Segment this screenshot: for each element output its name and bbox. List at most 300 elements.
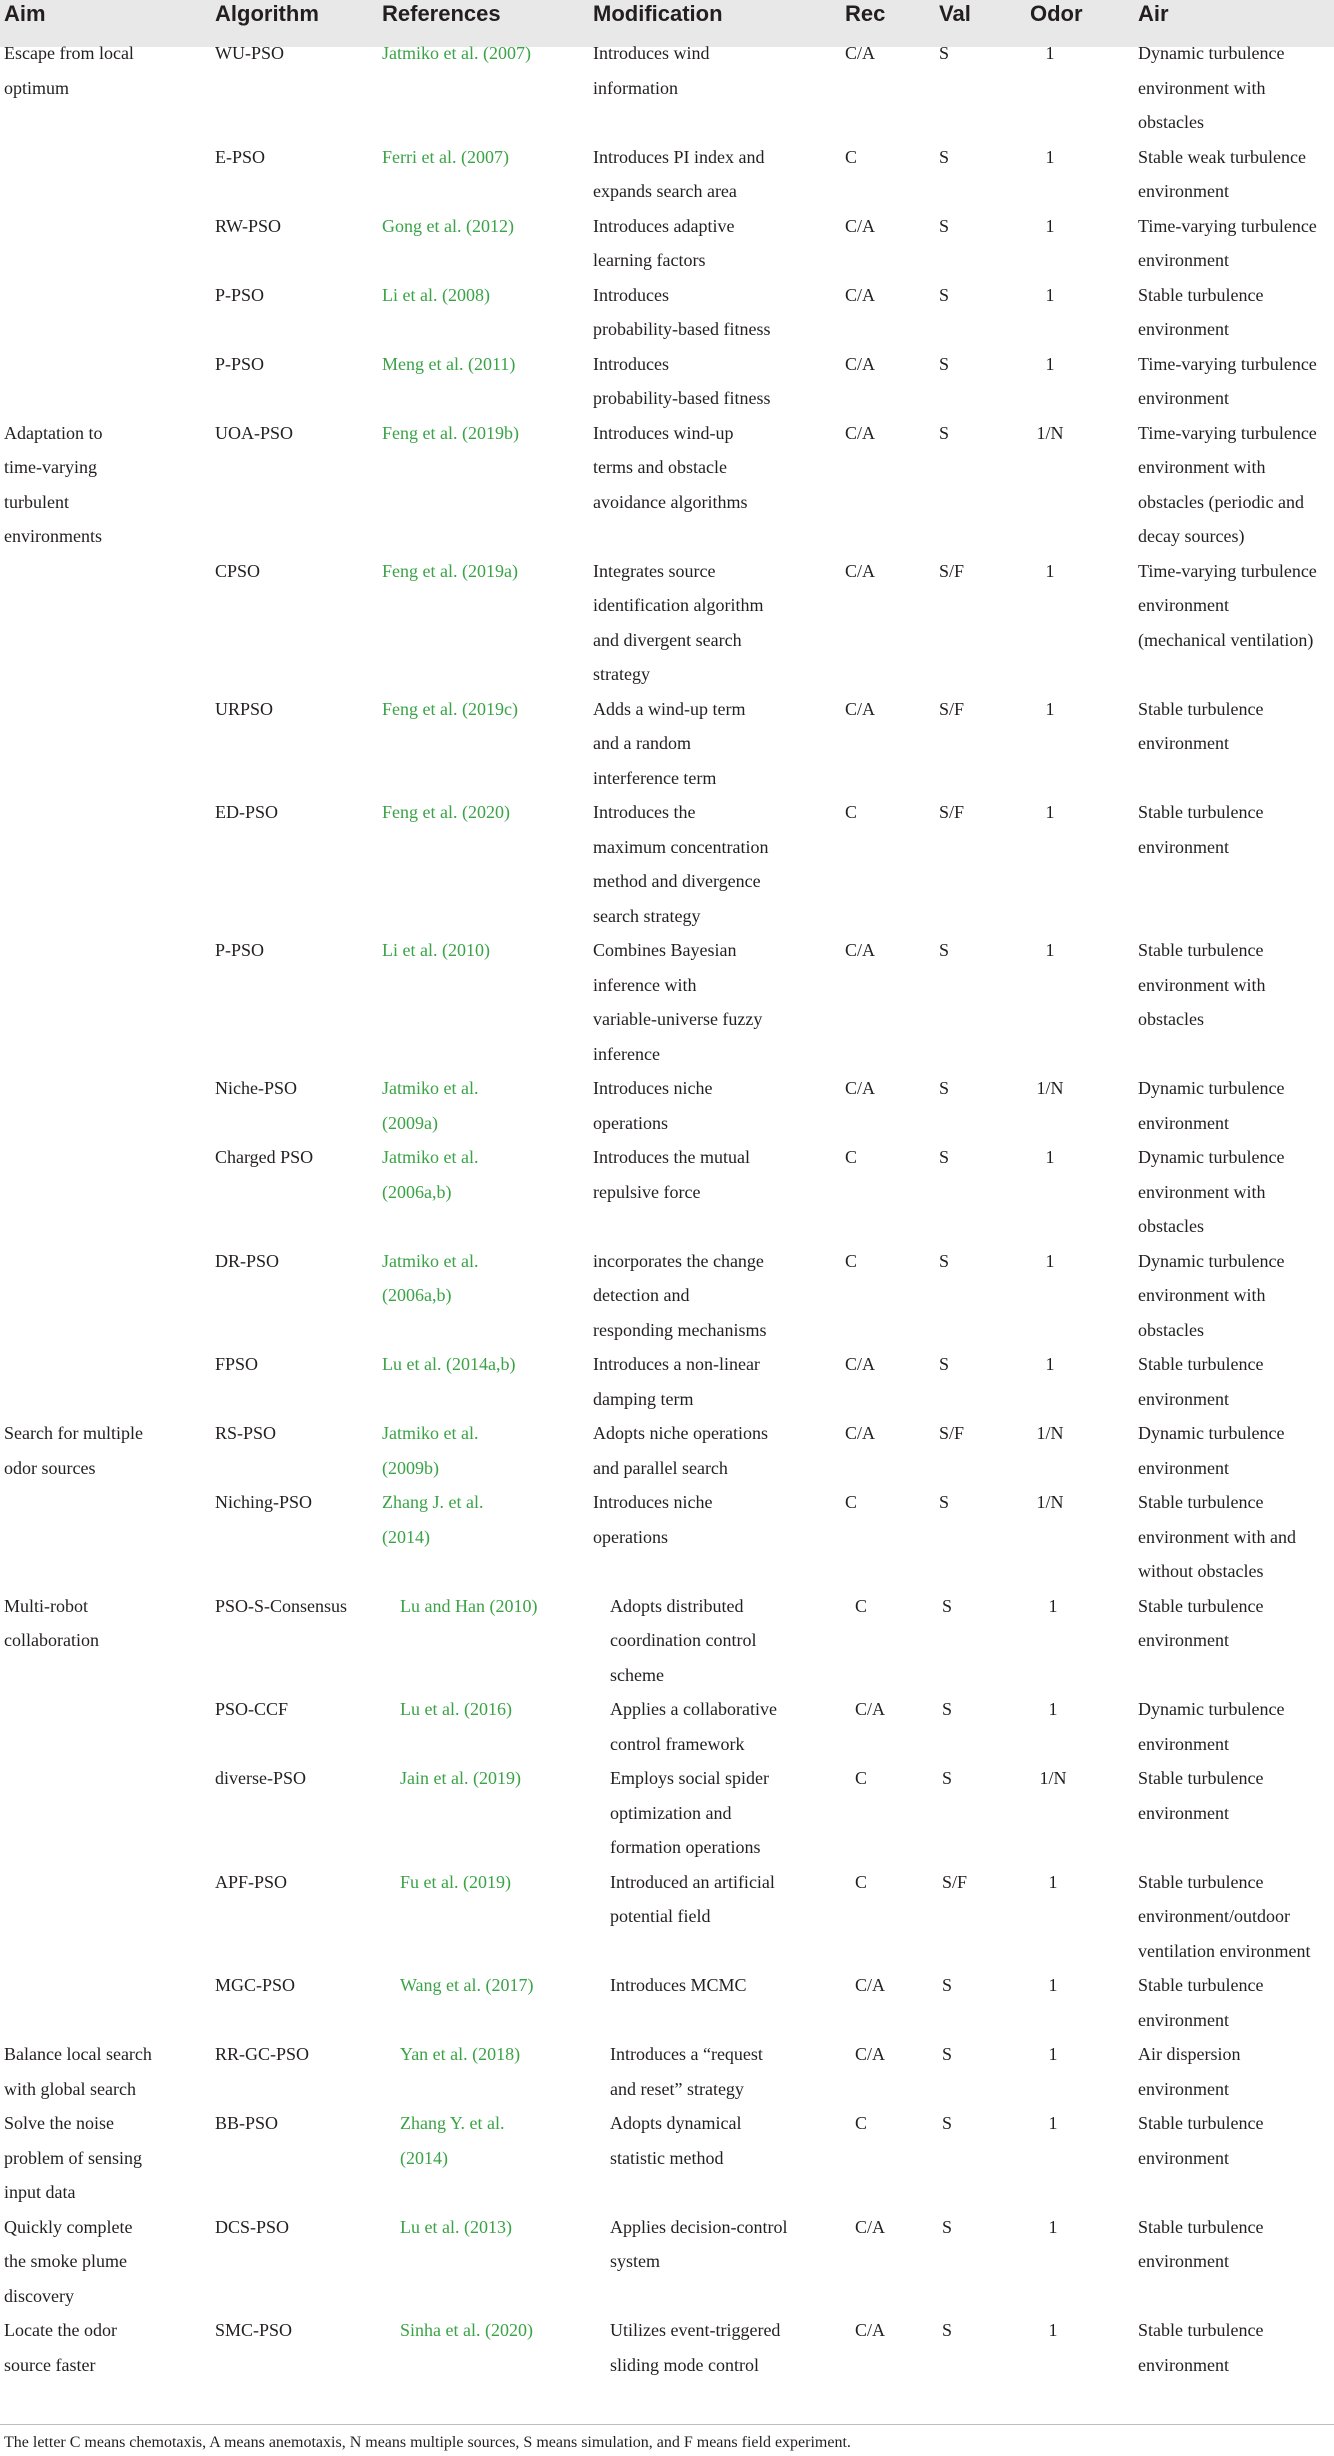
cell-line: search strategy <box>593 905 701 926</box>
header-air: Air <box>1138 1 1169 26</box>
cell-line: time-varying <box>4 457 97 477</box>
reference-cell <box>382 554 518 589</box>
reference-year-link[interactable]: ) <box>514 2044 521 2064</box>
cell-line: Time-varying turbulence <box>1138 560 1317 581</box>
cell-line: obstacles <box>1138 1009 1204 1029</box>
reference-year-link[interactable]: Jatmiko et al. <box>382 1147 479 1167</box>
val-cell: S <box>942 2113 953 2133</box>
algorithm-cell: RR-GC-PSO <box>215 2044 310 2064</box>
cell-line: sliding mode control <box>610 2354 759 2375</box>
modification-cell <box>610 1865 775 1934</box>
cell-line: statistic method <box>610 2147 724 2168</box>
algorithm-cell: E-PSO <box>215 146 266 167</box>
reference-cell <box>400 1692 512 1727</box>
cell-line: obstacles <box>1138 1216 1204 1236</box>
odor-cell: 1/N <box>1039 1768 1067 1788</box>
reference-year-link[interactable]: ( <box>382 1181 388 1202</box>
modification-cell <box>593 1347 760 1416</box>
rec-cell: C <box>845 802 858 822</box>
cell-line: inference with <box>593 974 697 995</box>
modification-cell <box>593 347 770 416</box>
algorithm-cell: P-PSO <box>215 284 265 305</box>
cell-line: environment with and <box>1138 1526 1296 1547</box>
algorithm-cell: FPSO <box>215 1354 259 1374</box>
reference-year-link[interactable]: 2013 <box>469 2216 506 2237</box>
reference-year-link[interactable]: 2018 <box>478 2044 515 2064</box>
cell-line: operations <box>593 1112 668 1133</box>
cell-line: environment <box>1138 836 1229 857</box>
reference-year-link[interactable]: 2019c <box>467 698 512 719</box>
reference-year-link[interactable]: Jatmiko et al. <box>382 1078 479 1098</box>
odor-cell: 1 <box>1045 284 1055 305</box>
reference-year-link[interactable]: 2019b <box>467 422 513 443</box>
reference-year-link[interactable]: 2010 <box>447 940 484 960</box>
reference-year-link[interactable]: , <box>495 1354 501 1374</box>
reference-year-link[interactable]: 2006a <box>388 1285 432 1305</box>
cell-line: terms and obstacle <box>593 457 727 477</box>
reference-year-link[interactable]: Li et al. ( <box>382 284 448 305</box>
reference-year-link[interactable]: Lu et al. ( <box>400 2216 470 2237</box>
cell-line: optimization and <box>610 1802 732 1823</box>
cell-line: environment <box>1138 733 1229 753</box>
cell-line: detection and <box>593 1285 690 1305</box>
reference-year-link[interactable]: Feng et al. ( <box>382 802 468 822</box>
cell-line: environment <box>1138 250 1229 270</box>
reference-year-link[interactable]: ) <box>445 1181 452 1202</box>
modification-cell <box>593 416 747 520</box>
reference-cell <box>382 140 509 175</box>
reference-year-link[interactable]: Jain et al. ( <box>400 1768 479 1788</box>
cell-line: formation operations <box>610 1837 761 1857</box>
air-cell <box>1138 1589 1263 1658</box>
reference-year-link[interactable]: ) <box>505 1871 511 1892</box>
modification-cell <box>593 1416 768 1485</box>
reference-year-link[interactable]: 2010 <box>495 1595 532 1616</box>
reference-cell <box>382 692 518 727</box>
cell-line: environment <box>1138 1388 1229 1409</box>
rec-cell: C/A <box>845 1078 876 1098</box>
algorithm-cell: DR-PSO <box>215 1250 280 1271</box>
cell-line: environment <box>1138 1112 1229 1133</box>
rec-cell: C/A <box>845 215 876 236</box>
modification-cell <box>593 209 734 278</box>
val-cell: S <box>939 1250 950 1271</box>
aim-cell <box>4 1416 143 1485</box>
reference-year-link[interactable]: 2020 <box>490 2320 527 2340</box>
reference-year-link[interactable]: 2008 <box>447 284 484 305</box>
cell-line: and divergent search <box>593 629 742 650</box>
algorithm-cell: ED-PSO <box>215 802 279 822</box>
cell-line: with global search <box>4 2078 136 2099</box>
cell-line: Stable turbulence <box>1138 2216 1264 2237</box>
reference-year-link[interactable]: Li et al. ( <box>382 940 448 960</box>
reference-year-link[interactable]: ) <box>433 1457 439 1478</box>
modification-cell <box>610 2106 741 2175</box>
cell-line: Dynamic turbulence <box>1138 1078 1285 1098</box>
header-aim: Aim <box>4 1 46 26</box>
air-cell <box>1138 2037 1241 2106</box>
modification-cell <box>610 1589 756 1693</box>
aim-cell <box>4 2106 142 2210</box>
cell-line: scheme <box>610 1664 664 1685</box>
reference-year-link[interactable]: 2014 <box>406 2147 442 2168</box>
cell-line: obstacles (periodic and <box>1138 491 1304 512</box>
reference-year-link[interactable]: ) <box>512 422 519 443</box>
reference-cell <box>400 1589 537 1624</box>
air-cell <box>1138 1968 1263 2037</box>
reference-year-link[interactable]: ) <box>503 802 510 822</box>
header-algorithm: Algorithm <box>215 1 319 26</box>
odor-cell: 1 <box>1045 560 1055 581</box>
rec-cell: C/A <box>845 940 876 960</box>
air-cell <box>1138 1416 1284 1485</box>
reference-cell <box>382 278 490 313</box>
modification-cell <box>593 1071 712 1140</box>
reference-year-link[interactable]: Wang et al. ( <box>400 1975 492 1995</box>
val-cell: S <box>939 146 950 167</box>
modification-cell <box>610 1761 769 1865</box>
reference-year-link[interactable]: ) <box>505 2216 512 2237</box>
reference-year-link[interactable]: Meng et al. ( <box>382 353 474 374</box>
cell-line: Quickly complete <box>4 2216 133 2237</box>
reference-year-link[interactable]: ) <box>526 2320 533 2340</box>
reference-year-link[interactable]: 2009a <box>388 1112 432 1133</box>
rec-cell: C/A <box>845 1423 876 1443</box>
reference-year-link[interactable]: Ferri et al. ( <box>382 146 467 167</box>
cell-line: Introduces niche <box>593 1078 713 1098</box>
cell-line: method and divergence <box>593 871 761 891</box>
algorithm-cell: PSO-CCF <box>215 1699 289 1719</box>
odor-cell: 1 <box>1048 1975 1058 1995</box>
rec-cell: C <box>855 2113 868 2133</box>
aim-cell <box>4 36 134 105</box>
odor-cell: 1 <box>1048 2320 1058 2340</box>
reference-year-link[interactable]: ( <box>382 1285 388 1305</box>
cell-line: environment with <box>1138 77 1266 98</box>
reference-year-link[interactable]: ) <box>483 940 490 960</box>
cell-line: Stable turbulence <box>1138 1768 1264 1788</box>
cell-line: environment <box>1138 2078 1229 2099</box>
reference-year-link[interactable]: 2016 <box>469 1699 506 1719</box>
header-references: References <box>382 1 501 26</box>
reference-year-link[interactable]: ( <box>382 1457 388 1478</box>
reference-year-link[interactable]: 2014 <box>388 1526 424 1547</box>
cell-line: Solve the noise <box>4 2113 114 2133</box>
cell-line: environment with <box>1138 1285 1266 1305</box>
val-cell: S <box>939 940 950 960</box>
table-footnote: The letter C means chemotaxis, A means anemotaxis, N means multiple sources, S means simulation, and F means field experiment. <box>4 2434 851 2451</box>
modification-cell <box>593 554 763 692</box>
cell-line: environment <box>1138 2009 1229 2030</box>
reference-cell <box>382 209 514 244</box>
modification-cell <box>593 1485 712 1554</box>
reference-year-link[interactable]: 2009b <box>388 1457 433 1478</box>
cell-line: strategy <box>593 664 650 684</box>
cell-line: environment <box>1138 181 1229 201</box>
cell-line: Introduces <box>593 353 669 374</box>
cell-line: turbulent <box>4 491 69 512</box>
reference-year-link[interactable]: Jatmiko et al. ( <box>382 43 489 63</box>
air-cell <box>1138 347 1317 416</box>
reference-year-link[interactable]: b <box>500 1354 510 1374</box>
cell-line: without obstacles <box>1138 1561 1264 1581</box>
reference-year-link[interactable]: ) <box>524 43 531 63</box>
cell-line: Introduces a “request <box>610 2044 763 2064</box>
air-cell <box>1138 416 1317 554</box>
odor-cell: 1 <box>1045 43 1055 63</box>
reference-cell <box>382 1416 478 1485</box>
cell-line: environment <box>1138 2251 1229 2271</box>
modification-cell <box>593 140 764 209</box>
val-cell: S <box>939 1078 950 1098</box>
reference-year-link[interactable]: Jatmiko et al. <box>382 1423 479 1443</box>
reference-year-link[interactable]: 2006a <box>388 1181 432 1202</box>
reference-year-link[interactable]: 2017 <box>491 1975 528 1995</box>
reference-year-link[interactable]: ( <box>382 1526 388 1547</box>
cell-line: system <box>610 2251 661 2271</box>
reference-year-link[interactable]: ) <box>531 1595 538 1616</box>
val-cell: S/F <box>939 802 965 822</box>
val-cell: S <box>939 284 950 305</box>
rec-cell: C <box>845 1250 858 1271</box>
reference-year-link[interactable]: , <box>432 1181 437 1202</box>
reference-year-link[interactable]: Gong et al. ( <box>382 215 472 236</box>
val-cell: S <box>939 1354 950 1374</box>
air-cell <box>1138 692 1263 761</box>
reference-year-link[interactable]: ( <box>400 2147 406 2168</box>
reference-cell <box>382 36 531 71</box>
cell-line: optimum <box>4 77 70 98</box>
val-cell: S <box>939 1492 950 1512</box>
cell-line: environment with <box>1138 974 1266 995</box>
val-cell: S <box>939 353 950 374</box>
reference-year-link[interactable]: 2014a <box>451 1354 496 1374</box>
odor-cell: 1/N <box>1036 1078 1064 1098</box>
cell-line: Dynamic turbulence <box>1138 1699 1285 1719</box>
cell-line: environment/outdoor <box>1138 1906 1290 1926</box>
reference-year-link[interactable]: ) <box>424 1526 430 1547</box>
reference-cell <box>400 2210 512 2245</box>
reference-year-link[interactable]: 2007 <box>488 43 525 63</box>
cell-line: odor sources <box>4 1457 96 1478</box>
cell-line: Adds a wind-up term <box>593 698 746 719</box>
odor-cell: 1 <box>1048 1699 1058 1719</box>
rec-cell: C/A <box>845 560 876 581</box>
rec-cell: C/A <box>855 2320 886 2340</box>
odor-cell: 1 <box>1045 1250 1055 1271</box>
reference-year-link[interactable]: ) <box>509 353 516 374</box>
cell-line: Adopts distributed <box>610 1595 744 1616</box>
reference-year-link[interactable]: ) <box>509 1354 516 1374</box>
algorithm-cell: DCS-PSO <box>215 2216 290 2237</box>
odor-cell: 1 <box>1045 146 1055 167</box>
reference-cell <box>382 1140 478 1209</box>
algorithm-cell: P-PSO <box>215 940 265 960</box>
cell-line: Stable turbulence <box>1138 1975 1264 1995</box>
cell-line: avoidance algorithms <box>593 491 748 512</box>
cell-line: Combines Bayesian <box>593 940 737 960</box>
header-rec: Rec <box>845 1 886 26</box>
reference-year-link[interactable]: ) <box>502 146 509 167</box>
odor-cell: 1 <box>1048 1595 1058 1616</box>
reference-year-link[interactable]: Feng et al. ( <box>382 422 468 443</box>
odor-cell: 1 <box>1048 2113 1058 2133</box>
air-cell <box>1138 1761 1263 1830</box>
odor-cell: 1/N <box>1036 422 1064 443</box>
cell-line: Adopts niche operations <box>593 1423 768 1443</box>
reference-year-link[interactable]: ) <box>527 1975 534 1995</box>
reference-year-link[interactable]: ) <box>432 1112 438 1133</box>
cell-line: and a random <box>593 733 691 753</box>
reference-year-link[interactable]: b <box>436 1285 446 1305</box>
modification-cell <box>593 795 768 933</box>
cell-line: Introduces wind-up <box>593 422 734 443</box>
reference-year-link[interactable]: Lu et al. ( <box>400 1699 470 1719</box>
cell-line: and reset” strategy <box>610 2078 744 2099</box>
reference-year-link[interactable]: ) <box>483 284 490 305</box>
reference-year-link[interactable]: Jatmiko et al. <box>382 1250 479 1271</box>
header-modification: Modification <box>593 1 723 26</box>
cell-line: Stable turbulence <box>1138 2320 1264 2340</box>
val-cell: S <box>939 1147 950 1167</box>
reference-year-link[interactable]: 2011 <box>473 353 510 374</box>
reference-year-link[interactable]: 2012 <box>471 215 508 236</box>
aim-cell <box>4 416 102 554</box>
algorithm-cell: CPSO <box>215 560 261 581</box>
reference-year-link[interactable]: ) <box>505 1699 512 1719</box>
header-val: Val <box>939 1 971 26</box>
val-cell: S <box>942 1595 953 1616</box>
odor-cell: 1 <box>1048 2044 1058 2064</box>
cell-line: Introduces PI index and <box>593 146 765 167</box>
reference-year-link[interactable]: , <box>432 1285 437 1305</box>
modification-cell <box>593 933 762 1071</box>
air-cell <box>1138 795 1263 864</box>
reference-year-link[interactable]: ) <box>511 698 518 719</box>
cell-line: repulsive force <box>593 1181 701 1202</box>
cell-line: Dynamic turbulence <box>1138 1250 1285 1271</box>
reference-cell <box>382 1071 478 1140</box>
cell-line: Introduces niche <box>593 1492 713 1512</box>
modification-cell <box>610 1692 777 1761</box>
val-cell: S <box>939 422 950 443</box>
cell-line: Integrates source <box>593 560 716 581</box>
reference-year-link[interactable]: Feng et al. ( <box>382 560 468 581</box>
reference-cell <box>382 416 519 451</box>
reference-year-link[interactable]: ) <box>511 560 518 581</box>
rec-cell: C <box>845 1147 858 1167</box>
air-cell <box>1138 209 1317 278</box>
reference-year-link[interactable]: 2019 <box>478 1768 515 1788</box>
reference-year-link[interactable]: 2020 <box>467 802 504 822</box>
cell-line: learning factors <box>593 250 706 270</box>
cell-line: probability-based fitness <box>593 388 771 408</box>
cell-line: environment <box>1138 2354 1229 2375</box>
reference-cell <box>400 1865 511 1900</box>
cell-line: and parallel search <box>593 1457 728 1478</box>
reference-year-link[interactable]: ) <box>514 1768 521 1788</box>
reference-year-link[interactable]: Zhang Y. et al. <box>400 2113 505 2133</box>
algorithm-cell: Niche-PSO <box>215 1078 297 1098</box>
algorithm-cell: APF-PSO <box>215 1871 288 1892</box>
reference-year-link[interactable]: ) <box>507 215 514 236</box>
air-cell <box>1138 933 1265 1037</box>
cell-line: Introduces the <box>593 802 696 822</box>
reference-year-link[interactable]: b <box>436 1181 446 1202</box>
algorithm-cell: RS-PSO <box>215 1423 277 1443</box>
cell-line: Introduces adaptive <box>593 215 735 236</box>
cell-line: Introduces the mutual <box>593 1147 750 1167</box>
reference-cell <box>400 2037 520 2072</box>
cell-line: (mechanical ventilation) <box>1138 629 1314 650</box>
cell-line: Time-varying turbulence <box>1138 422 1317 443</box>
air-cell <box>1138 140 1306 209</box>
cell-line: potential field <box>610 1906 711 1926</box>
reference-year-link[interactable]: ) <box>445 1285 452 1305</box>
odor-cell: 1 <box>1048 1871 1058 1892</box>
reference-year-link[interactable]: 2007 <box>466 146 503 167</box>
reference-year-link[interactable]: Feng et al. ( <box>382 698 468 719</box>
air-cell <box>1138 1347 1263 1416</box>
cell-line: interference term <box>593 767 717 788</box>
cell-line: Stable weak turbulence <box>1138 146 1306 167</box>
reference-year-link[interactable]: ( <box>382 1112 388 1133</box>
cell-line: environment with <box>1138 457 1266 477</box>
cell-line: information <box>593 77 678 98</box>
reference-year-link[interactable]: ) <box>442 2147 448 2168</box>
reference-year-link[interactable]: Sinha et al. ( <box>400 2320 491 2340</box>
cell-line: environment <box>1138 2147 1229 2168</box>
modification-cell <box>610 1968 747 2003</box>
rec-cell: C/A <box>855 1975 886 1995</box>
reference-year-link[interactable]: Lu and Han ( <box>400 1595 496 1616</box>
aim-cell <box>4 2037 152 2106</box>
cell-line: problem of sensing <box>4 2147 142 2168</box>
rec-cell: C/A <box>855 2044 886 2064</box>
reference-year-link[interactable]: 2019 <box>469 1871 505 1892</box>
cell-line: obstacles <box>1138 1319 1204 1340</box>
rec-cell: C/A <box>845 422 876 443</box>
cell-line: coordination control <box>610 1630 757 1650</box>
cell-line: responding mechanisms <box>593 1319 767 1340</box>
odor-cell: 1 <box>1048 2216 1058 2237</box>
algorithm-cell: diverse-PSO <box>215 1768 306 1788</box>
val-cell: S/F <box>939 560 965 581</box>
reference-year-link[interactable]: Zhang J. et al. <box>382 1492 484 1512</box>
cell-line: Dynamic turbulence <box>1138 1147 1285 1167</box>
cell-line: the smoke plume <box>4 2251 127 2271</box>
cell-line: Escape from local <box>4 43 134 63</box>
reference-year-link[interactable]: Yan et al. ( <box>400 2044 479 2064</box>
cell-line: Search for multiple <box>4 1423 143 1443</box>
rec-cell: C/A <box>855 2216 886 2237</box>
val-cell: S <box>939 43 950 63</box>
cell-line: environment with <box>1138 1181 1266 1202</box>
val-cell: S <box>939 215 950 236</box>
reference-cell <box>382 795 510 830</box>
algorithm-cell: Niching-PSO <box>215 1492 313 1512</box>
rec-cell: C/A <box>845 1354 876 1374</box>
reference-year-link[interactable]: 2019a <box>467 560 512 581</box>
cell-line: maximum concentration <box>593 836 769 857</box>
reference-year-link[interactable]: Lu et al. ( <box>382 1354 452 1374</box>
cell-line: Locate the odor <box>4 2320 117 2340</box>
modification-cell <box>593 278 770 347</box>
cell-line: Time-varying turbulence <box>1138 353 1317 374</box>
cell-line: environment <box>1138 319 1229 339</box>
val-cell: S <box>942 1768 953 1788</box>
reference-year-link[interactable]: Fu et al. ( <box>400 1871 469 1892</box>
